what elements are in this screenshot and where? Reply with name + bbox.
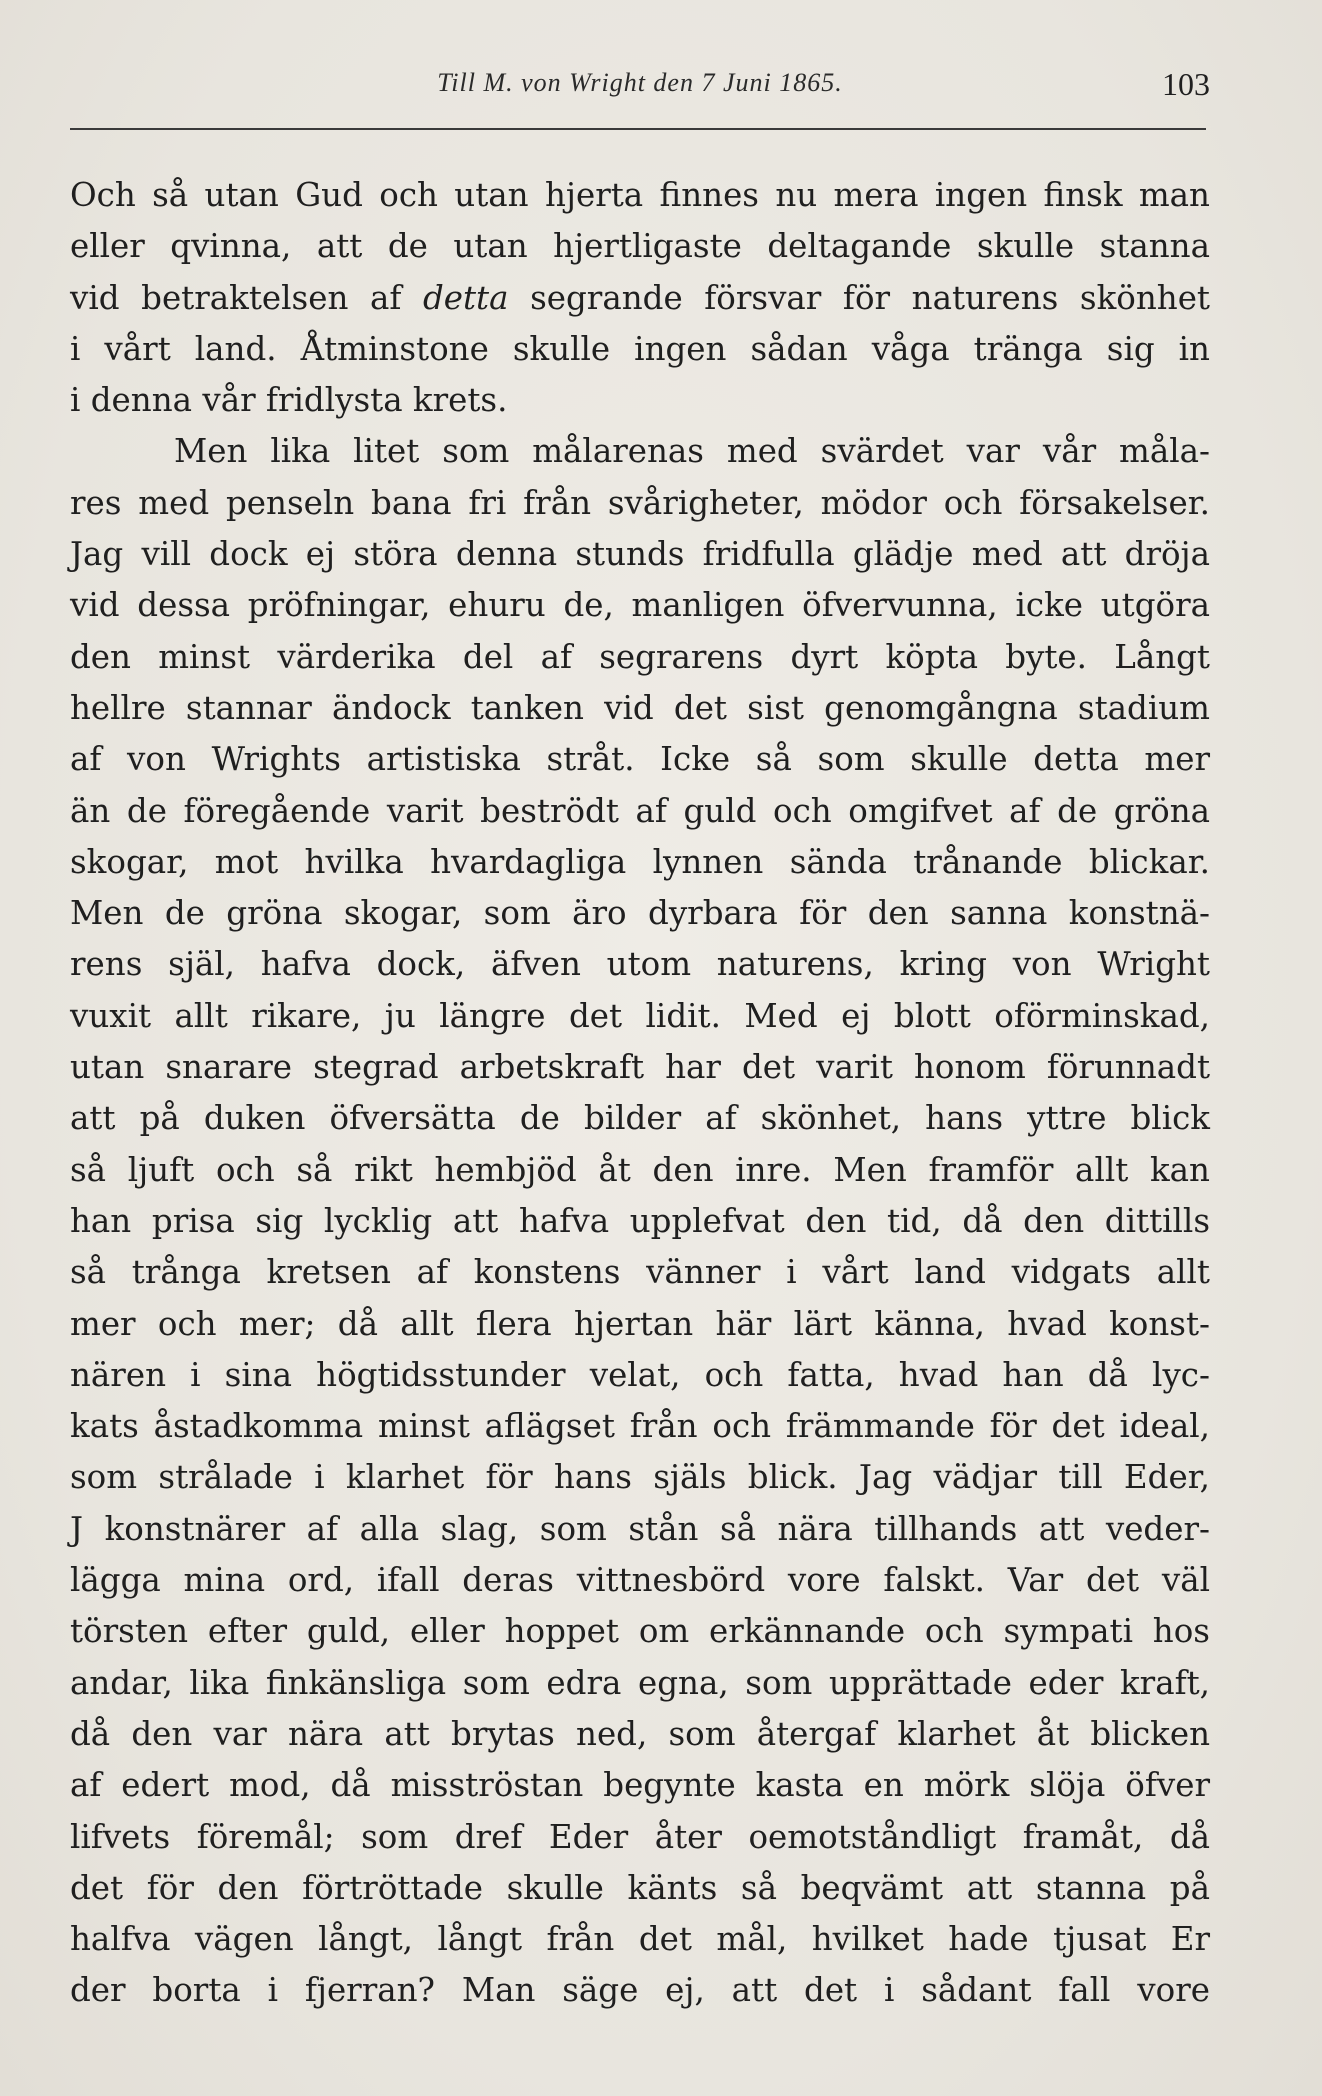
emphasized-word: detta [422, 278, 509, 317]
text-line: vid dessa pröfningar, ehuru de, manligen öfvervunna, icke utgöra [70, 586, 1210, 625]
text-line: Jag vill dock ej störa denna stunds fridfulla glädje med att dröja [70, 535, 1210, 574]
text-line: J konstnärer af alla slag, som stån så nära tillhands att veder- [70, 1509, 1210, 1548]
text-line: så trånga kretsen af konstens vänner i vårt land vidgats allt [70, 1253, 1210, 1292]
text-line: kats åstadkomma minst aflägset från och främmande för det ideal, [70, 1407, 1210, 1446]
text-line: i vårt land. Åtminstone skulle ingen sådan våga tränga sig in [70, 329, 1210, 368]
text-segment: vid betraktelsen af [70, 278, 423, 317]
text-line: mer och mer; då allt flera hjertan här lärt känna, hvad konst- [70, 1304, 1210, 1343]
text-line: res med penseln bana fri från svårigheter, mödor och försakelser. [70, 483, 1210, 522]
text-line: lägga mina ord, ifall deras vittnesbörd vore falskt. Var det väl [70, 1561, 1210, 1600]
text-line: nären i sina högtidsstunder velat, och fatta, hvad han då lyc- [70, 1355, 1210, 1394]
text-line: då den var nära att brytas ned, som återgaf klarhet åt blicken [70, 1714, 1210, 1753]
paragraph-first-line: Men lika litet som målarenas med svärdet var vår måla- [174, 432, 1210, 471]
text-line: utan snarare stegrad arbetskraft har det varit honom förunnadt [70, 1048, 1210, 1087]
page-number: 103 [1162, 66, 1210, 102]
text-line: att på duken öfversätta de bilder af skönhet, hans yttre blick [70, 1099, 1210, 1138]
paragraph-1 [70, 170, 1210, 426]
text-line: så ljuft och så rikt hembjöd åt den inre. Men framför allt kan [70, 1150, 1210, 1189]
text-line: vuxit allt rikare, ju längre det lidit. Med ej blott oförminskad, [70, 996, 1210, 1035]
text-line: der borta i fjerran? Man säge ej, att det i sådant fall vore [70, 1971, 1210, 2010]
text-line: hellre stannar ändock tanken vid det sist genomgångna stadium [70, 688, 1210, 727]
text-segment: segrande försvar för naturens skönhet [508, 278, 1210, 317]
text-line: af edert mod, då misströstan begynte kasta en mörk slöja öfver [70, 1766, 1210, 1805]
text-line: lifvets föremål; som dref Eder åter oemotståndligt framåt, då [70, 1817, 1210, 1856]
page-header [70, 64, 1210, 114]
text-line: det för den förtröttade skulle känts så beqvämt att stanna på [70, 1868, 1210, 1907]
text-line: än de föregående varit beströdt af guld och omgifvet af de gröna [70, 791, 1210, 830]
text-line: Men de gröna skogar, som äro dyrbara för den sanna konstnä- [70, 894, 1210, 933]
running-head: Till M. von Wright den 7 Juni 1865. [437, 68, 843, 97]
text-line [70, 273, 1210, 324]
text-line: halfva vägen långt, långt från det mål, hvilket hade tjusat Er [70, 1920, 1210, 1959]
text-line: den minst värderika del af segrarens dyrt köpta byte. Långt [70, 637, 1210, 676]
text-line: andar, lika finkänsliga som edra egna, som upprättade eder kraft, [70, 1663, 1210, 1702]
text-line: eller qvinna, att de utan hjertligaste deltagande skulle stanna [70, 227, 1210, 266]
text-line: törsten efter guld, eller hoppet om erkännande och sympati hos [70, 1612, 1210, 1651]
body-text [70, 170, 1210, 2017]
paragraph-2 [70, 426, 1210, 2016]
text-line: af von Wrights artistiska stråt. Icke så som skulle detta mer [70, 740, 1210, 779]
text-line: Och så utan Gud och utan hjerta finnes nu mera ingen finsk man [70, 176, 1210, 214]
text-line: han prisa sig lycklig att hafva upplefvat den tid, då den dittills [70, 1201, 1210, 1240]
header-rule [70, 128, 1206, 130]
text-line: rens själ, hafva dock, äfven utom naturens, kring von Wright [70, 945, 1210, 984]
text-line: skogar, mot hvilka hvardagliga lynnen sända trånande blickar. [70, 842, 1210, 881]
text-line: som strålade i klarhet för hans själs blick. Jag vädjar till Eder, [70, 1458, 1210, 1497]
text-line: i denna vår fridlysta krets. [70, 381, 508, 420]
